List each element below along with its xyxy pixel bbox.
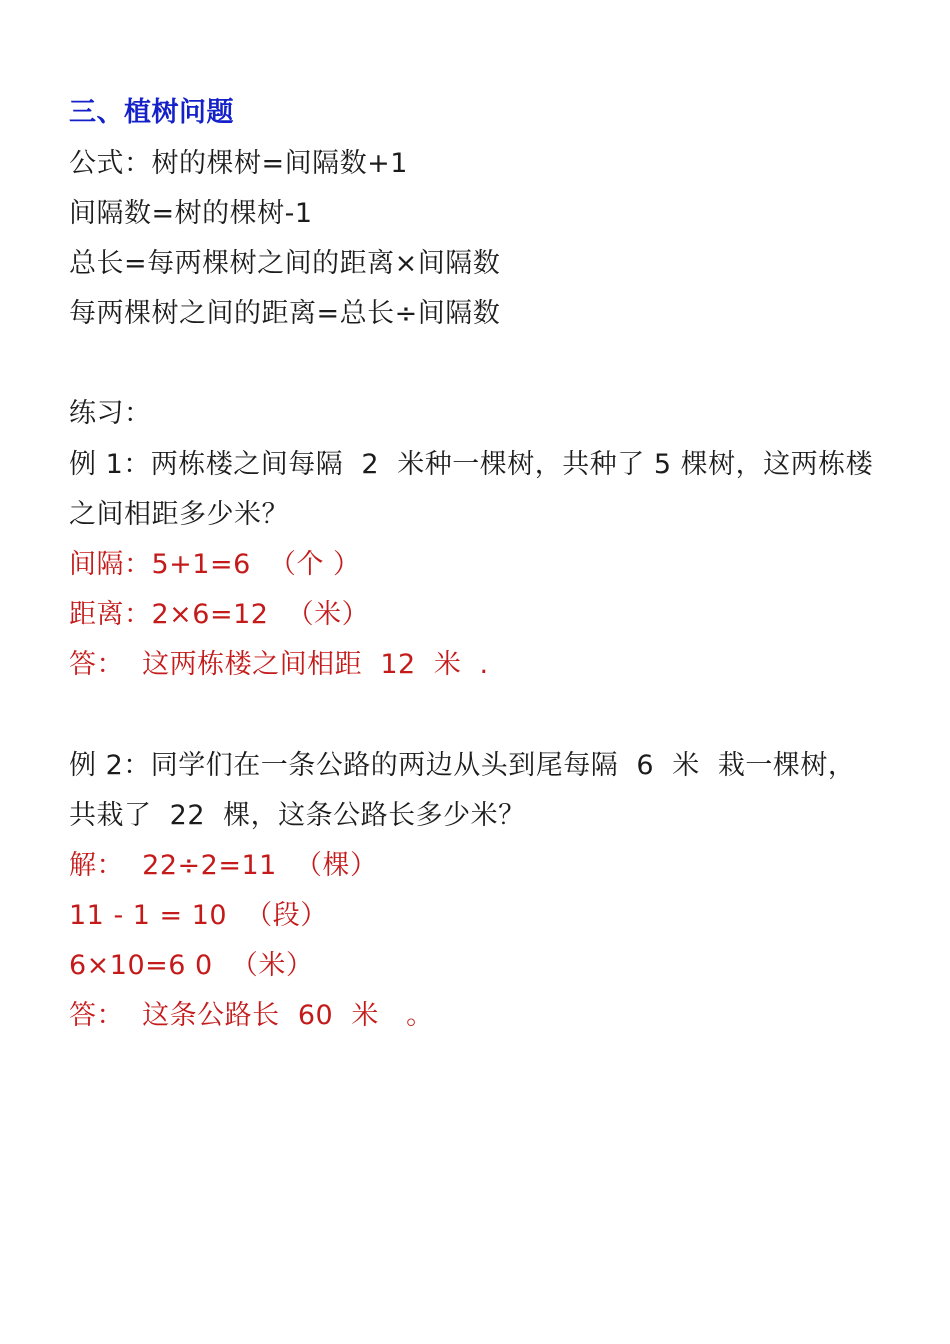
formula-line: 间隔数=树的棵树-1 — [69, 198, 313, 229]
example1-question-cont: 之间相距多少米？ — [69, 499, 289, 530]
practice-label: 练习： — [69, 398, 152, 429]
example1-solution-step: 间隔：5+1=6 （个 ） — [69, 549, 361, 580]
example2-question-cont: 共栽了 22 棵，这条公路长多少米？ — [69, 800, 526, 831]
example2-answer: 答： 这条公路长 60 米 。 — [69, 1000, 434, 1031]
example1-answer: 答： 这两栋楼之间相距 12 米 . — [69, 649, 489, 680]
formula-line: 每两棵树之间的距离=总长÷间隔数 — [69, 298, 501, 329]
example1-solution-step: 距离：2×6=12 （米） — [69, 599, 370, 630]
example2-solution-step: 解： 22÷2=11 （棵） — [69, 850, 378, 881]
formula-line: 总长=每两棵树之间的距离×间隔数 — [69, 248, 501, 279]
section-title: 三、植树问题 — [69, 97, 234, 128]
example2-question: 例 2：同学们在一条公路的两边从头到尾每隔 6 米 栽一棵树， — [69, 750, 856, 781]
formula-line: 公式：树的棵树=间隔数+1 — [69, 148, 408, 179]
example1-question: 例 1：两栋楼之间每隔 2 米种一棵树，共种了 5 棵树，这两栋楼 — [69, 449, 874, 480]
example2-solution-step: 6×10=6 0 （米） — [69, 950, 314, 981]
example2-solution-step: 11 - 1 = 10 （段） — [69, 900, 328, 931]
